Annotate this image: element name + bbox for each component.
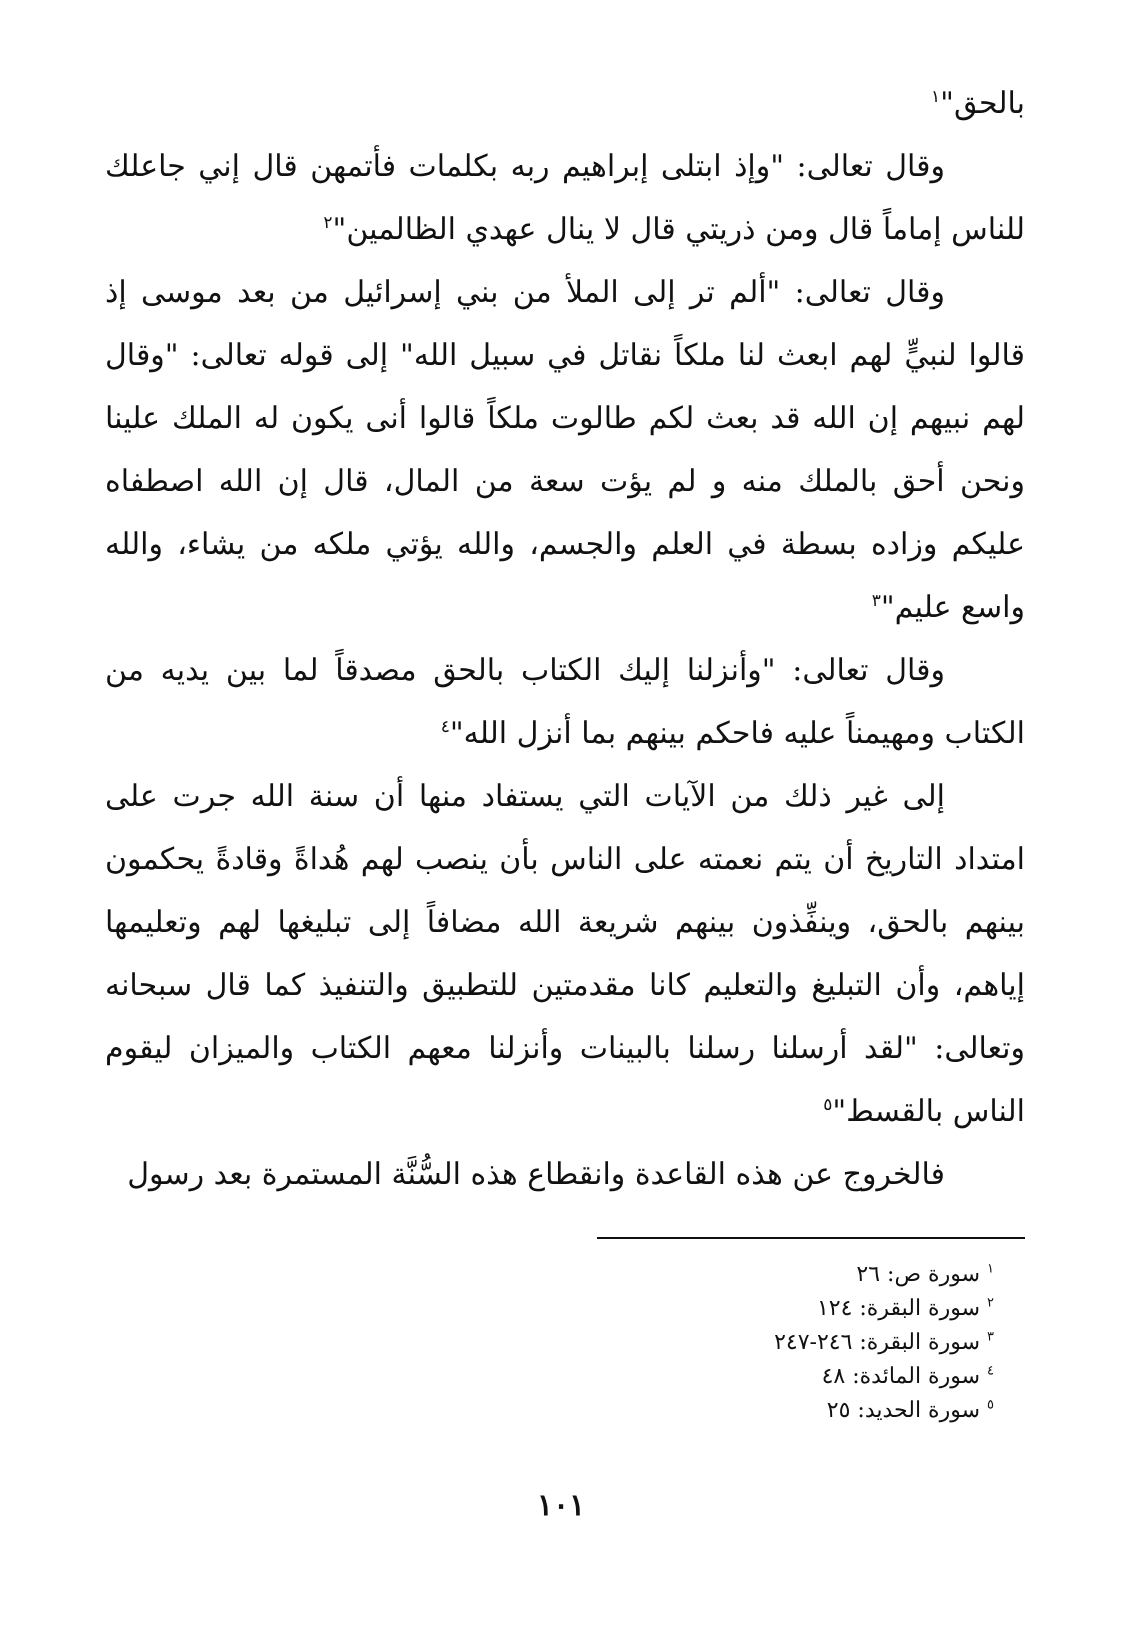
- paragraph-3-text: وقال تعالى: "ألم تر إلى الملأ من بني إسرائيل من بعد موسى إذ قالوا لنبيٍّ لهم ابعث لنا ملكاً نقاتل في سبيل الله" إلى قوله تعالى: "وقال لهم نبيهم إن الله قد بعث لكم طالوت ملكاً قالوا أنى يكون له الملك علينا ونحن أحق بالملك منه و لم يؤت سعة من المال، قال إن الله اصطفاه عليكم وزاده بسطة في العلم والجسم، والله يؤتي ملكه من يشاء، والله واسع عليم": [105, 275, 1025, 625]
- footnote-3-text: سورة البقرة: ٢٤٦-٢٤٧: [774, 1330, 981, 1355]
- paragraph-6: [105, 1143, 1025, 1206]
- paragraph-5-text: إلى غير ذلك من الآيات التي يستفاد منها أن سنة الله جرت على امتداد التاريخ أن يتم نعمته على الناس بأن ينصب لهم هُداةً وقادةً يحكمون بينهم بالحق، وينفِّذون بينهم شريعة الله مضافاً إلى تبليغها لهم وتعليمها إياهم، وأن التبليغ والتعليم كانا مقدمتين للتطبيق والتنفيذ كما قال سبحانه وتعالى: "لقد أرسلنا رسلنا بالبينات وأنزلنا معهم الكتاب والميزان ليقوم الناس بالقسط": [105, 779, 1025, 1129]
- footnote-1-number: ١: [987, 1261, 994, 1277]
- paragraph-1: [105, 72, 1025, 135]
- footnote-2-number: ٢: [987, 1295, 994, 1311]
- footnote-3-number: ٣: [987, 1329, 994, 1345]
- paragraph-3: [105, 261, 1025, 639]
- page-number: ١٠١: [536, 1488, 586, 1523]
- paragraph-2-text: وقال تعالى: "وإذ ابتلى إبراهيم ربه بكلمات فأتمهن قال إني جاعلك للناس إماماً قال ومن ذريتي قال لا ينال عهدي الظالمين": [105, 149, 1025, 247]
- footnote-4-number: ٤: [987, 1363, 994, 1379]
- footnote-1: [774, 1258, 994, 1292]
- footnote-2-text: سورة البقرة: ١٢٤: [816, 1296, 981, 1321]
- paragraph-5: [105, 765, 1025, 1143]
- footnote-3: [774, 1326, 994, 1360]
- footnotes-list: [774, 1258, 994, 1428]
- footnote-1-text: سورة ص: ٢٦: [856, 1262, 981, 1287]
- footnote-5: [774, 1394, 994, 1428]
- footnote-marker-5: ٥: [823, 1095, 833, 1115]
- footnote-2: [774, 1292, 994, 1326]
- footnote-separator: [597, 1237, 1025, 1239]
- paragraph-6-text: فالخروج عن هذه القاعدة وانقطاع هذه السُّنَّة المستمرة بعد رسول: [127, 1157, 945, 1192]
- footnote-marker-3: ٣: [871, 591, 881, 611]
- paragraph-1-text: بالحق": [940, 86, 1025, 121]
- footnote-marker-2: ٢: [323, 213, 333, 233]
- paragraph-4: [105, 639, 1025, 765]
- footnote-4: [774, 1360, 994, 1394]
- main-text: [105, 72, 1025, 1206]
- footnote-5-number: ٥: [987, 1397, 994, 1413]
- footnote-5-text: سورة الحديد: ٢٥: [826, 1398, 981, 1423]
- footnote-marker-4: ٤: [440, 717, 450, 737]
- footnote-marker-1: ١: [931, 87, 941, 107]
- paragraph-2: [105, 135, 1025, 261]
- paragraph-4-text: وقال تعالى: "وأنزلنا إليك الكتاب بالحق مصدقاً لما بين يديه من الكتاب ومهيمناً عليه فاحكم بينهم بما أنزل الله": [105, 653, 1025, 751]
- footnote-4-text: سورة المائدة: ٤٨: [821, 1364, 981, 1389]
